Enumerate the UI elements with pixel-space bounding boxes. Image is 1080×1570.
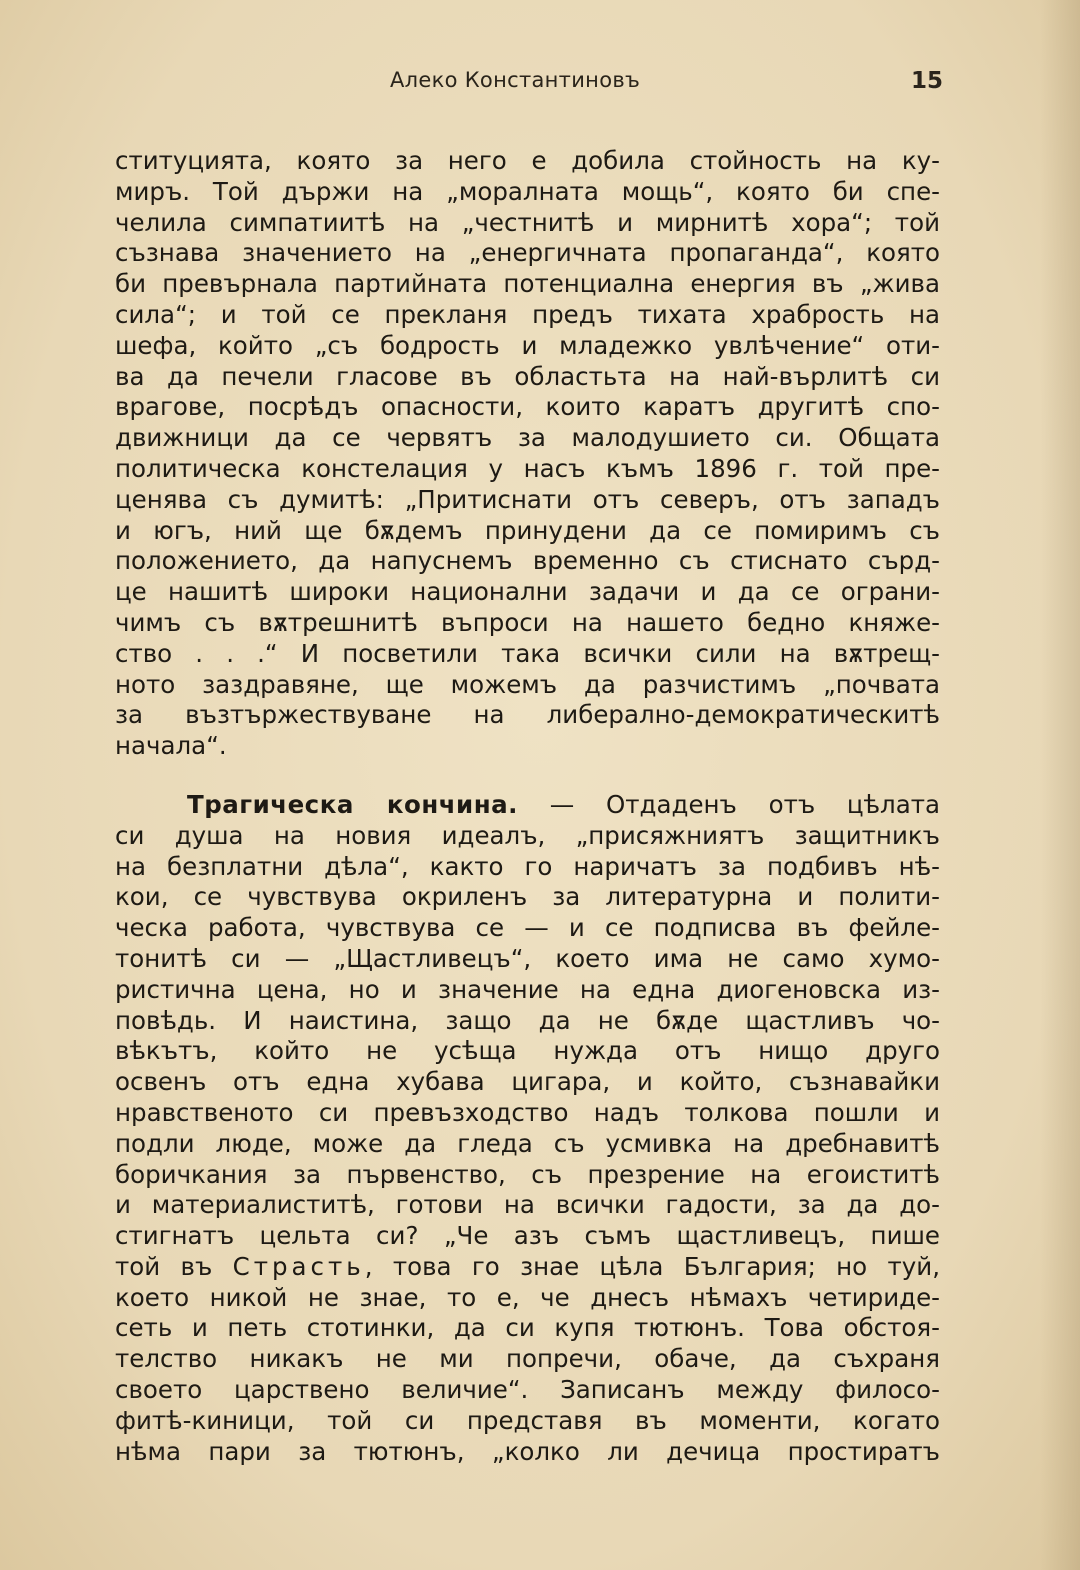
text-line: повѣдь. И наистина, защо да не бѫде щастливъ чо- [115, 1005, 940, 1035]
text-line: би превърнала партийната потенциална енергия въ „жива [115, 269, 940, 299]
text-line: своето царствено величие“. Записанъ между филосо- [115, 1375, 940, 1405]
text-line: ристична цена, но и значение на една диогеновска из- [115, 974, 940, 1004]
paragraph-heading-line [115, 790, 940, 821]
text-line: ценява съ думитѣ: „Притиснати отъ северъ, отъ западъ [115, 484, 940, 514]
text-line: сеть и петь стотинки, да си купя тютюнъ. Това обстоя- [115, 1313, 940, 1343]
text-line: ва да печели гласове въ областьта на най-върлитѣ си [115, 361, 940, 391]
text-line: политическа констелация у насъ къмъ 1896 г. той пре- [115, 453, 940, 483]
text-line: фитѣ-киници, той си представя въ моменти, когато [115, 1405, 940, 1435]
text-line: боричкания за първенство, съ презрение на егоиститѣ [115, 1159, 940, 1189]
strast-word: Страсть [232, 1251, 365, 1281]
text-line: нравственото си превъзходство надъ толкова пошли и [115, 1097, 940, 1127]
strast-after: , това го знае цѣла България; но туй, [364, 1251, 940, 1281]
text-line: це нашитѣ широки национални задачи и да се ограни- [115, 577, 940, 607]
text-line: сила“; и той се прекланя предъ тихата храбрость на [115, 299, 940, 329]
text-line: подли люде, може да гледа съ усмивка на дребнавитѣ [115, 1128, 940, 1158]
text-line: ното заздравяне, ще можемъ да разчистимъ „почвата [115, 669, 940, 699]
text-line: на безплатни дѣла“, както го наричатъ за подбивъ нѣ- [115, 851, 940, 881]
text-line: ство . . .“ И посветили така всички сили на вѫтрещ- [115, 638, 940, 668]
text-line: врагове, посрѣдъ опасности, които каратъ другитѣ спо- [115, 392, 940, 422]
paragraph-2-lines-b [115, 1283, 940, 1468]
strast-before: той въ [115, 1251, 213, 1281]
text-line: вѣкътъ, който не усѣща нужда отъ нищо друго [115, 1036, 940, 1066]
text-line: чимъ съ вѫтрешнитѣ въпроси на нашето бедно княже- [115, 607, 940, 637]
paragraph-1 [115, 146, 940, 762]
page-edge-shadow [1040, 0, 1080, 1570]
text-line: съзнава значението на „енергичната пропаганда“, която [115, 238, 940, 268]
body-text [115, 146, 940, 1467]
heading-line-rest: — Отдаденъ отъ цѣлата [549, 789, 940, 819]
page-number: 15 [910, 68, 943, 94]
paragraph-2 [115, 790, 940, 1468]
text-line: стигнатъ цельта си? „Че азъ съмъ щастливецъ, пише [115, 1221, 940, 1251]
text-line: което никой не знае, то е, че днесъ нѣмахъ четириде- [115, 1282, 940, 1312]
paragraph-gap [115, 762, 940, 790]
text-line: движници да се червятъ за малодушието си. Общата [115, 423, 940, 453]
text-line: си душа на новия идеалъ, „присяжниятъ защитникъ [115, 820, 940, 850]
text-line: шефа, който „съ бодрость и младежко увлѣчение“ оти- [115, 330, 940, 360]
paragraph-2-lines-a [115, 821, 940, 1252]
text-line: челила симпатиитѣ на „честнитѣ и мирнитѣ хора“; той [115, 207, 940, 237]
text-line: миръ. Той държи на „моралната мощь“, която би спе- [115, 176, 940, 206]
text-line: начала“. [115, 731, 227, 761]
text-line: освенъ отъ една хубава цигара, и който, съзнавайки [115, 1067, 940, 1097]
text-line: телство никакъ не ми попречи, обаче, да съхраня [115, 1344, 940, 1374]
text-line: кои, се чувствува окриленъ за литературна и полити- [115, 882, 940, 912]
page-header [115, 62, 945, 102]
text-line-strast [115, 1252, 940, 1283]
text-line: и материалиститѣ, готови на всички гадости, за да до- [115, 1190, 940, 1220]
text-line: ституцията, която за него е добила стойность на ку- [115, 146, 940, 175]
text-line: положението, да напуснемъ временно съ стиснато сърд- [115, 546, 940, 576]
section-heading: Трагическа кончина. [187, 789, 518, 819]
text-line: ческа работа, чувствува се — и се подписва въ фейле- [115, 913, 940, 943]
text-line: тонитѣ си — „Щастливецъ“, което има не само хумо- [115, 943, 940, 973]
text-line: нѣма пари за тютюнъ, „колко ли дечица простиратъ [115, 1436, 940, 1466]
text-line: за възтържествуване на либерално-демократическитѣ [115, 700, 940, 730]
running-title: Алеко Константиновъ [390, 68, 641, 92]
text-line: и югъ, ний ще бѫдемъ принудени да се помиримъ съ [115, 515, 940, 545]
